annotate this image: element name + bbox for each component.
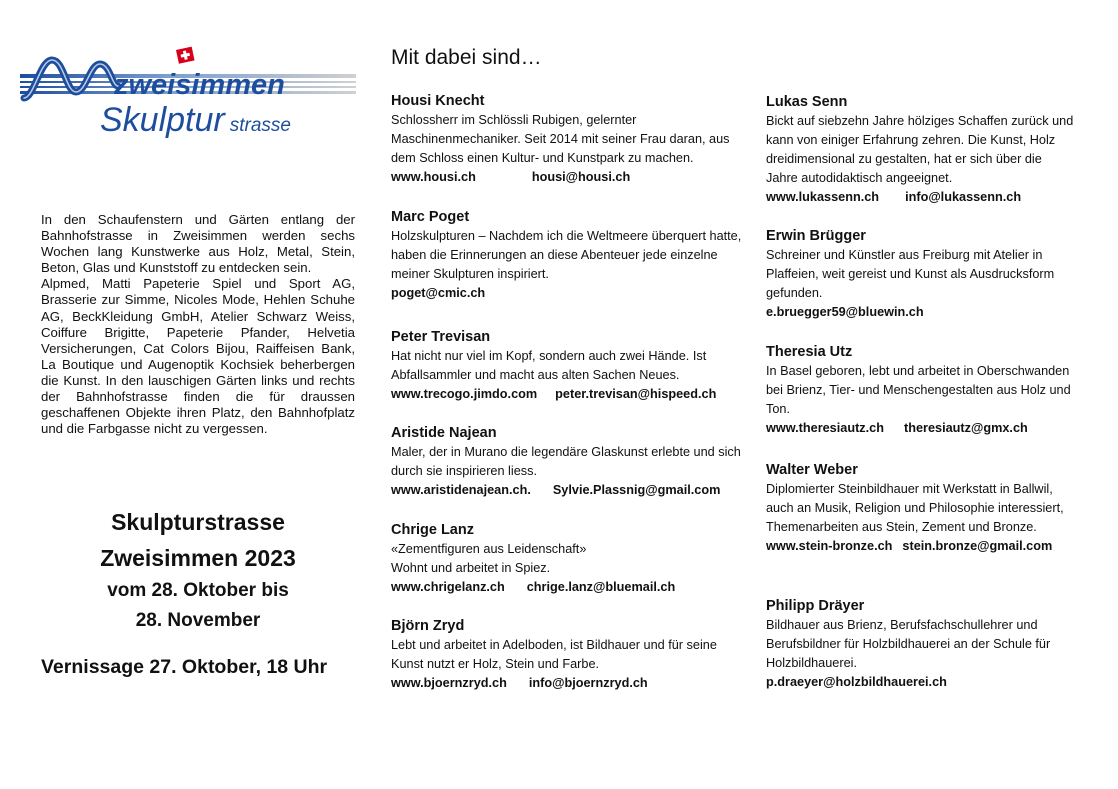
artist-name: Marc Poget	[391, 209, 470, 225]
artist-email-link[interactable]: info@bjoernzryd.ch	[528, 676, 648, 690]
artist-email-link[interactable]: peter.trevisan@hispeed.ch	[555, 387, 717, 401]
artist-name: Chrige Lanz	[391, 522, 474, 538]
artist-name: Björn Zryd	[391, 618, 465, 634]
artist-description: Schreiner und Künstler aus Freiburg mit Atelier in Plaffeien, weit gereist und Kunst als Ausdrucksform gefunden.	[766, 248, 1055, 300]
artist-description: Maler, der in Murano die legendäre Glaskunst erlebte und sich durch sie inspirieren liess.	[391, 445, 741, 478]
artist-entry	[391, 328, 743, 404]
artist-name: Housi Knecht	[391, 93, 485, 109]
participants-heading: Mit dabei sind…	[391, 46, 542, 69]
artist-name: Lukas Senn	[766, 94, 848, 110]
artist-description: Holzskulpturen – Nachdem ich die Weltmeere überquert hatte, haben die Erinnerungen an diese Abenteuer jede einzelne meiner Skulpturen inspiriert.	[391, 229, 742, 281]
artist-website-link[interactable]: www.chrigelanz.ch	[391, 580, 505, 594]
artist-website-link[interactable]: www.housi.ch	[391, 170, 476, 184]
artist-entry	[391, 92, 743, 187]
artist-website-link[interactable]: www.stein-bronze.ch	[766, 539, 893, 553]
artist-email-link[interactable]: theresiautz@gmx.ch	[903, 421, 1028, 435]
intro-text	[41, 212, 355, 437]
event-info	[41, 504, 355, 680]
event-title-line2: Zweisimmen 2023	[100, 545, 296, 571]
artist-email-link[interactable]: p.draeyer@holzbildhauerei.ch	[766, 675, 947, 689]
artist-name: Philipp Dräyer	[766, 598, 865, 614]
artist-website-link[interactable]: www.trecogo.jimdo.com	[391, 387, 538, 401]
artist-description: In Basel geboren, lebt und arbeitet in Oberschwanden bei Brienz, Tier- und Menschengestalten aus Holz und Ton.	[766, 364, 1071, 416]
artist-entry	[391, 521, 743, 597]
event-dates-line1: vom 28. Oktober bis	[107, 580, 289, 601]
artist-name: Peter Trevisan	[391, 329, 491, 345]
artist-description: Hat nicht nur viel im Kopf, sondern auch zwei Hände. Ist Abfallsammler und macht aus alten Sachen Neues.	[391, 349, 707, 382]
artist-description: Bickt auf siebzehn Jahre hölziges Schaffen zurück und kann von einiger Erfahrung zehren. Die Kunst, Holz dreidimensional zu gestalten, hat er sich über die Jahre autodidaktisch angeeignet.	[766, 114, 1074, 185]
artist-name: Aristide Najean	[391, 425, 497, 441]
artist-name: Theresia Utz	[766, 344, 853, 360]
artist-entry	[391, 424, 743, 500]
artist-description: Schlossherr im Schlössli Rubigen, gelernter Maschinenmechaniker. Seit 2014 mit seiner Frau daran, aus dem Schloss einen Kultur- und Kunstpark zu machen.	[391, 113, 730, 165]
artist-email-link[interactable]: e.bruegger59@bluewin.ch	[766, 305, 924, 319]
artist-email-link[interactable]: info@lukassenn.ch	[905, 190, 1022, 204]
logo-text-strasse: strasse	[229, 115, 291, 136]
artist-description: Diplomierter Steinbildhauer mit Werkstatt in Ballwil, auch an Musik, Religion und Philosophie interessiert, Themenarbeiten aus Stein, Zement und Bronze.	[766, 482, 1064, 534]
artist-name: Walter Weber	[766, 462, 858, 478]
artist-entry	[766, 343, 1076, 438]
event-title-line1: Skulpturstrasse	[111, 509, 285, 535]
artist-entry	[766, 93, 1076, 207]
swiss-flag-icon	[176, 47, 195, 64]
logo-text-zweisimmen: zweisimmen	[114, 69, 285, 101]
vernissage-info: Vernissage 27. Oktober, 18 Uhr	[41, 656, 328, 678]
artist-name: Erwin Brügger	[766, 228, 866, 244]
artist-entry	[766, 461, 1076, 556]
svg-text:Skulpturstrasse	[100, 101, 291, 138]
artist-website-link[interactable]: www.aristidenajean.ch.	[391, 483, 531, 497]
artist-website-link[interactable]: www.lukassenn.ch	[766, 190, 880, 204]
artist-description: «Zementfiguren aus Leidenschaft» Wohnt und arbeitet in Spiez.	[391, 542, 587, 575]
intro-paragraph: Alpmed, Matti Papeterie Spiel und Sport AG, Brasserie zur Simme, Nicoles Mode, Hehlen Schuhe AG, BeckKleidung GmbH, Atelier Schwarz Weiss, Coiffure Brigitte, Papeterie Pfander, Helvetia Versicherungen, Cat Colors Bijou, Raiffeisen Bank, La Boutique und Augenoptik Kochsiek beherbergen die Kunst. In den lauschigen Gärten links und rechts der Bahnhofstrasse finden die für draussen geschaffenen Objekte ihren Platz, den Bahnhofplatz und die Farbgasse nicht zu vergessen.	[41, 276, 355, 437]
artist-entry	[391, 617, 743, 693]
artist-email-link[interactable]: housi@housi.ch	[531, 170, 631, 184]
artist-email-link[interactable]: poget@cmic.ch	[391, 286, 486, 300]
artist-description: Lebt und arbeitet in Adelboden, ist Bildhauer und für seine Kunst nutzt er Holz, Stein und Farbe.	[391, 638, 717, 671]
zweisimmen-skulpturstrasse-logo	[20, 42, 356, 138]
artist-website-link[interactable]: www.theresiautz.ch	[766, 421, 884, 435]
artist-email-link[interactable]: chrige.lanz@bluemail.ch	[526, 580, 676, 594]
artist-website-link[interactable]: www.bjoernzryd.ch	[391, 676, 507, 690]
artist-entry	[391, 208, 743, 303]
artist-entry	[766, 597, 1076, 692]
artist-description: Bildhauer aus Brienz, Berufsfachschullehrer und Berufsbildner für Holzbildhauerei an der Schule für Holzbildhauerei.	[766, 618, 1051, 670]
event-dates-line2: 28. November	[135, 610, 261, 631]
logo-text-skulptur: Skulptur	[100, 101, 225, 138]
artist-email-link[interactable]: Sylvie.Plassnig@gmail.com	[552, 483, 721, 497]
intro-paragraph: In den Schaufenstern und Gärten entlang der Bahnhofstrasse in Zweisimmen werden sechs Wochen lang Kunstwerke aus Holz, Metal, Stein, Beton, Glas und Kunststoff zu entdecken sein.	[41, 212, 355, 276]
artist-email-link[interactable]: stein.bronze@gmail.com	[902, 539, 1053, 553]
artist-entry	[766, 227, 1076, 322]
